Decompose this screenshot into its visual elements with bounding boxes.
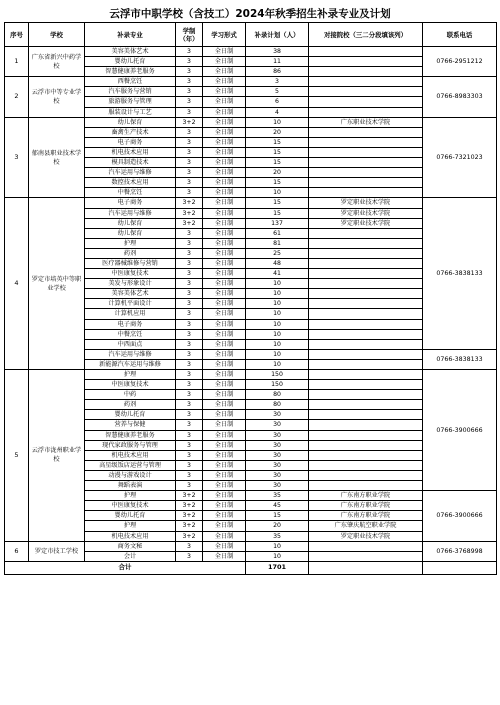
cell-partner xyxy=(309,390,423,400)
cell-plan: 61 xyxy=(246,228,309,238)
cell-mode: 全日制 xyxy=(203,329,246,339)
cell-major: 护理 xyxy=(85,491,176,501)
cell-mode: 全日制 xyxy=(203,410,246,420)
table-row xyxy=(5,77,497,87)
cell-mode: 全日制 xyxy=(203,67,246,77)
cell-partner xyxy=(309,440,423,450)
cell-mode: 全日制 xyxy=(203,289,246,299)
cell-mode: 全日制 xyxy=(203,380,246,390)
cell-partner: 广东南方职业学院 xyxy=(309,491,423,501)
cell-years: 3+2 xyxy=(176,511,203,521)
cell-mode: 全日制 xyxy=(203,168,246,178)
cell-mode: 全日制 xyxy=(203,158,246,168)
cell-mode: 全日制 xyxy=(203,470,246,480)
cell-years: 3 xyxy=(176,147,203,157)
cell-mode: 全日制 xyxy=(203,450,246,460)
cell-mode: 全日制 xyxy=(203,349,246,359)
cell-mode: 全日制 xyxy=(203,57,246,67)
cell-partner xyxy=(309,47,423,57)
cell-plan: 20 xyxy=(246,127,309,137)
cell-phone: 0766-3838133 xyxy=(423,349,497,369)
cell-partner xyxy=(309,430,423,440)
cell-years: 3+2 xyxy=(176,491,203,501)
cell-plan: 30 xyxy=(246,410,309,420)
cell-mode: 全日制 xyxy=(203,188,246,198)
cell-plan: 15 xyxy=(246,137,309,147)
cell-mode: 全日制 xyxy=(203,178,246,188)
cell-years: 3 xyxy=(176,481,203,491)
cell-mode: 全日制 xyxy=(203,238,246,248)
cell-years: 3 xyxy=(176,228,203,238)
cell-plan: 41 xyxy=(246,269,309,279)
cell-plan: 10 xyxy=(246,339,309,349)
cell-seq: 3 xyxy=(5,117,29,198)
cell-partner xyxy=(309,380,423,390)
cell-school: 罗定市培英中等职业学校 xyxy=(29,198,85,370)
cell-major: 西餐烹饪 xyxy=(85,77,176,87)
cell-years: 3 xyxy=(176,57,203,67)
cell-major: 中西面点 xyxy=(85,339,176,349)
cell-plan: 30 xyxy=(246,430,309,440)
cell-mode: 全日制 xyxy=(203,117,246,127)
table-body xyxy=(5,47,497,575)
cell-seq: 2 xyxy=(5,77,29,117)
cell-plan: 10 xyxy=(246,359,309,369)
cell-years: 3 xyxy=(176,440,203,450)
cell-plan: 10 xyxy=(246,319,309,329)
cell-school: 广东省新兴中药学校 xyxy=(29,47,85,77)
cell-mode: 全日制 xyxy=(203,359,246,369)
cell-major: 中医康复技术 xyxy=(85,501,176,511)
cell-major: 数控技术应用 xyxy=(85,178,176,188)
cell-phone: 0766-3900666 xyxy=(423,370,497,491)
cell-major: 新能源汽车运用与维修 xyxy=(85,359,176,369)
header-phone: 联系电话 xyxy=(423,23,497,47)
cell-partner xyxy=(309,67,423,77)
cell-plan: 11 xyxy=(246,57,309,67)
cell-partner xyxy=(309,248,423,258)
cell-mode: 全日制 xyxy=(203,370,246,380)
cell-plan: 80 xyxy=(246,400,309,410)
cell-major: 舞蹈表演 xyxy=(85,481,176,491)
cell-major: 药剂 xyxy=(85,248,176,258)
cell-years: 3+2 xyxy=(176,198,203,208)
cell-seq: 1 xyxy=(5,47,29,77)
cell-mode: 全日制 xyxy=(203,97,246,107)
cell-mode: 全日制 xyxy=(203,501,246,511)
cell-plan: 30 xyxy=(246,440,309,450)
table-header-row xyxy=(5,23,497,47)
cell-mode: 全日制 xyxy=(203,481,246,491)
cell-mode: 全日制 xyxy=(203,269,246,279)
cell-years: 3 xyxy=(176,47,203,57)
cell-years: 3 xyxy=(176,178,203,188)
cell-partner xyxy=(309,57,423,67)
table-row xyxy=(5,47,497,57)
cell-plan: 35 xyxy=(246,491,309,501)
cell-major: 服装设计与工艺 xyxy=(85,107,176,117)
cell-major: 商务文秘 xyxy=(85,541,176,551)
cell-major: 中医康复技术 xyxy=(85,269,176,279)
cell-partner xyxy=(309,258,423,268)
cell-years: 3 xyxy=(176,248,203,258)
cell-plan: 10 xyxy=(246,541,309,551)
header-mode: 学习形式 xyxy=(203,23,246,47)
cell-plan: 3 xyxy=(246,77,309,87)
cell-plan: 30 xyxy=(246,470,309,480)
table-row xyxy=(5,117,497,127)
cell-years: 3 xyxy=(176,289,203,299)
cell-years: 3 xyxy=(176,299,203,309)
table-row xyxy=(5,370,497,380)
cell-mode: 全日制 xyxy=(203,420,246,430)
cell-partner xyxy=(309,178,423,188)
cell-years: 3 xyxy=(176,359,203,369)
cell-years: 3 xyxy=(176,339,203,349)
cell-phone: 0766-2951212 xyxy=(423,47,497,77)
cell-plan: 80 xyxy=(246,390,309,400)
cell-years: 3 xyxy=(176,107,203,117)
header-plan: 补录计划（人） xyxy=(246,23,309,47)
cell-plan: 10 xyxy=(246,188,309,198)
cell-partner xyxy=(309,299,423,309)
cell-years: 3 xyxy=(176,269,203,279)
cell-mode: 全日制 xyxy=(203,551,246,561)
cell-phone: 0766-3900666 xyxy=(423,491,497,541)
cell-major: 中餐烹饪 xyxy=(85,329,176,339)
header-years xyxy=(176,23,203,47)
cell-years: 3 xyxy=(176,188,203,198)
cell-plan: 15 xyxy=(246,147,309,157)
cell-partner xyxy=(309,319,423,329)
cell-years: 3 xyxy=(176,400,203,410)
cell-partner xyxy=(309,168,423,178)
cell-partner xyxy=(309,107,423,117)
cell-partner xyxy=(309,541,423,551)
cell-years: 3 xyxy=(176,370,203,380)
cell-years: 3+2 xyxy=(176,531,203,541)
cell-years: 3 xyxy=(176,279,203,289)
cell-partner: 罗定职业技术学院 xyxy=(309,218,423,228)
cell-years: 3+2 xyxy=(176,501,203,511)
cell-mode: 全日制 xyxy=(203,460,246,470)
total-row xyxy=(5,561,497,574)
cell-partner xyxy=(309,289,423,299)
cell-years: 3 xyxy=(176,67,203,77)
cell-major: 会计 xyxy=(85,551,176,561)
total-partner-empty xyxy=(309,561,423,574)
cell-major: 医疗器械维修与营销 xyxy=(85,258,176,268)
cell-partner xyxy=(309,329,423,339)
header-partner: 对接院校（三二分段填该列） xyxy=(309,23,423,47)
cell-mode: 全日制 xyxy=(203,319,246,329)
cell-mode: 全日制 xyxy=(203,208,246,218)
cell-major: 机电技术应用 xyxy=(85,450,176,460)
page-title: 云浮市中职学校（含技工）2024年秋季招生补录专业及计划 xyxy=(109,8,391,20)
cell-years: 3 xyxy=(176,390,203,400)
cell-partner xyxy=(309,269,423,279)
cell-partner xyxy=(309,410,423,420)
cell-years: 3 xyxy=(176,430,203,440)
cell-plan: 10 xyxy=(246,289,309,299)
cell-years: 3 xyxy=(176,238,203,248)
cell-years: 3 xyxy=(176,319,203,329)
cell-major: 护理 xyxy=(85,521,176,531)
cell-mode: 全日制 xyxy=(203,400,246,410)
cell-plan: 30 xyxy=(246,481,309,491)
cell-major: 汽车运用与维修 xyxy=(85,349,176,359)
cell-years: 3 xyxy=(176,127,203,137)
cell-major: 美容美体艺术 xyxy=(85,47,176,57)
cell-plan: 15 xyxy=(246,178,309,188)
cell-mode: 全日制 xyxy=(203,279,246,289)
cell-mode: 全日制 xyxy=(203,511,246,521)
cell-years: 3+2 xyxy=(176,218,203,228)
cell-plan: 30 xyxy=(246,420,309,430)
cell-years: 3 xyxy=(176,410,203,420)
cell-partner xyxy=(309,137,423,147)
cell-plan: 150 xyxy=(246,380,309,390)
cell-major: 中餐烹饪 xyxy=(85,188,176,198)
cell-mode: 全日制 xyxy=(203,107,246,117)
cell-mode: 全日制 xyxy=(203,137,246,147)
cell-plan: 15 xyxy=(246,158,309,168)
cell-mode: 全日制 xyxy=(203,127,246,137)
cell-mode: 全日制 xyxy=(203,218,246,228)
cell-mode: 全日制 xyxy=(203,228,246,238)
cell-plan: 20 xyxy=(246,521,309,531)
cell-mode: 全日制 xyxy=(203,248,246,258)
cell-major: 药剂 xyxy=(85,400,176,410)
total-plan: 1701 xyxy=(246,561,309,574)
cell-partner xyxy=(309,400,423,410)
cell-plan: 15 xyxy=(246,208,309,218)
cell-major: 高星级饭店运营与管理 xyxy=(85,460,176,470)
cell-major: 电子商务 xyxy=(85,137,176,147)
cell-partner xyxy=(309,127,423,137)
cell-years: 3+2 xyxy=(176,521,203,531)
cell-major: 模具制造技术 xyxy=(85,158,176,168)
cell-partner xyxy=(309,370,423,380)
cell-plan: 137 xyxy=(246,218,309,228)
cell-partner xyxy=(309,470,423,480)
cell-mode: 全日制 xyxy=(203,309,246,319)
cell-major: 动漫与游戏设计 xyxy=(85,470,176,480)
cell-major: 机电技术应用 xyxy=(85,531,176,541)
cell-partner xyxy=(309,158,423,168)
cell-partner xyxy=(309,481,423,491)
cell-partner xyxy=(309,460,423,470)
cell-plan: 5 xyxy=(246,87,309,97)
cell-partner: 广东南方职业学院 xyxy=(309,511,423,521)
cell-mode: 全日制 xyxy=(203,299,246,309)
cell-mode: 全日制 xyxy=(203,258,246,268)
cell-years: 3 xyxy=(176,551,203,561)
cell-plan: 10 xyxy=(246,117,309,127)
cell-years: 3 xyxy=(176,380,203,390)
cell-partner xyxy=(309,359,423,369)
cell-partner: 广东肇庆航空职业学院 xyxy=(309,521,423,531)
cell-mode: 全日制 xyxy=(203,491,246,501)
cell-plan: 48 xyxy=(246,258,309,268)
cell-plan: 10 xyxy=(246,279,309,289)
cell-plan: 45 xyxy=(246,501,309,511)
cell-major: 幼儿保育 xyxy=(85,228,176,238)
cell-phone: 0766-3768998 xyxy=(423,541,497,561)
cell-mode: 全日制 xyxy=(203,521,246,531)
cell-years: 3 xyxy=(176,87,203,97)
cell-major: 汽车服务与营销 xyxy=(85,87,176,97)
cell-plan: 81 xyxy=(246,238,309,248)
cell-partner: 罗定职业技术学院 xyxy=(309,208,423,218)
cell-plan: 10 xyxy=(246,309,309,319)
cell-major: 幼儿保育 xyxy=(85,218,176,228)
cell-years: 3+2 xyxy=(176,117,203,127)
cell-major: 现代家政服务与管理 xyxy=(85,440,176,450)
cell-major: 电子商务 xyxy=(85,198,176,208)
cell-major: 美容美体艺术 xyxy=(85,289,176,299)
cell-years: 3+2 xyxy=(176,208,203,218)
cell-years: 3 xyxy=(176,329,203,339)
cell-partner xyxy=(309,349,423,359)
cell-partner xyxy=(309,339,423,349)
cell-major: 婴幼儿托育 xyxy=(85,57,176,67)
cell-partner xyxy=(309,551,423,561)
cell-seq: 6 xyxy=(5,541,29,561)
cell-partner xyxy=(309,450,423,460)
cell-plan: 150 xyxy=(246,370,309,380)
cell-years: 3 xyxy=(176,258,203,268)
cell-years: 3 xyxy=(176,77,203,87)
cell-phone: 0766-3838133 xyxy=(423,198,497,349)
cell-major: 护理 xyxy=(85,370,176,380)
enrollment-table xyxy=(4,22,497,575)
cell-mode: 全日制 xyxy=(203,390,246,400)
cell-years: 3 xyxy=(176,158,203,168)
cell-seq: 4 xyxy=(5,198,29,370)
header-school: 学校 xyxy=(29,23,85,47)
cell-phone: 0766-8983303 xyxy=(423,77,497,117)
cell-major: 计算机应用 xyxy=(85,309,176,319)
cell-years: 3 xyxy=(176,460,203,470)
cell-mode: 全日制 xyxy=(203,440,246,450)
cell-plan: 20 xyxy=(246,168,309,178)
cell-mode: 全日制 xyxy=(203,147,246,157)
cell-plan: 30 xyxy=(246,450,309,460)
total-phone-empty xyxy=(423,561,497,574)
cell-partner xyxy=(309,309,423,319)
table-row xyxy=(5,198,497,208)
cell-plan: 15 xyxy=(246,198,309,208)
cell-plan: 38 xyxy=(246,47,309,57)
cell-school: 云浮市泷州职业学校 xyxy=(29,370,85,542)
cell-major: 智慧健康养老服务 xyxy=(85,67,176,77)
cell-major: 智慧健康养老服务 xyxy=(85,430,176,440)
cell-major: 汽车运用与维修 xyxy=(85,208,176,218)
cell-plan: 35 xyxy=(246,531,309,541)
cell-major: 婴幼儿托育 xyxy=(85,410,176,420)
cell-major: 汽车运用与维修 xyxy=(85,168,176,178)
cell-phone: 0766-7321023 xyxy=(423,117,497,198)
cell-partner xyxy=(309,228,423,238)
cell-mode: 全日制 xyxy=(203,541,246,551)
cell-mode: 全日制 xyxy=(203,77,246,87)
cell-years: 3 xyxy=(176,470,203,480)
cell-plan: 6 xyxy=(246,97,309,107)
cell-plan: 10 xyxy=(246,329,309,339)
table-row xyxy=(5,541,497,551)
cell-mode: 全日制 xyxy=(203,430,246,440)
cell-seq: 5 xyxy=(5,370,29,542)
cell-plan: 10 xyxy=(246,349,309,359)
cell-years: 3 xyxy=(176,97,203,107)
cell-partner xyxy=(309,188,423,198)
cell-years: 3 xyxy=(176,450,203,460)
cell-mode: 全日制 xyxy=(203,531,246,541)
cell-major: 护理 xyxy=(85,238,176,248)
cell-partner xyxy=(309,147,423,157)
cell-partner xyxy=(309,279,423,289)
cell-major: 中医康复技术 xyxy=(85,380,176,390)
cell-major: 计算机平面设计 xyxy=(85,299,176,309)
cell-partner xyxy=(309,97,423,107)
cell-years: 3 xyxy=(176,137,203,147)
cell-plan: 10 xyxy=(246,299,309,309)
cell-major: 畜禽生产技术 xyxy=(85,127,176,137)
cell-years: 3 xyxy=(176,349,203,359)
cell-years: 3 xyxy=(176,168,203,178)
cell-mode: 全日制 xyxy=(203,87,246,97)
cell-major: 幼儿保育 xyxy=(85,117,176,127)
cell-school: 罗定市技工学校 xyxy=(29,541,85,561)
header-years-text: 学制 （年） xyxy=(179,26,199,43)
header-major: 补录专业 xyxy=(85,23,176,47)
cell-partner: 广东南方职业学院 xyxy=(309,501,423,511)
cell-partner xyxy=(309,238,423,248)
cell-major: 婴幼儿托育 xyxy=(85,511,176,521)
cell-partner: 罗定职业技术学院 xyxy=(309,198,423,208)
cell-years: 3 xyxy=(176,541,203,551)
cell-mode: 全日制 xyxy=(203,198,246,208)
cell-plan: 86 xyxy=(246,67,309,77)
cell-plan: 10 xyxy=(246,551,309,561)
cell-mode: 全日制 xyxy=(203,47,246,57)
cell-major: 电子商务 xyxy=(85,319,176,329)
cell-partner xyxy=(309,87,423,97)
cell-school: 郁南县职业技术学校 xyxy=(29,117,85,198)
cell-partner: 广东职业技术学院 xyxy=(309,117,423,127)
cell-plan: 4 xyxy=(246,107,309,117)
cell-major: 美发与形象设计 xyxy=(85,279,176,289)
cell-major: 营养与保健 xyxy=(85,420,176,430)
cell-major: 中药 xyxy=(85,390,176,400)
cell-years: 3 xyxy=(176,420,203,430)
cell-years: 3 xyxy=(176,309,203,319)
cell-plan: 30 xyxy=(246,460,309,470)
cell-plan: 15 xyxy=(246,511,309,521)
cell-partner: 罗定职业技术学院 xyxy=(309,531,423,541)
cell-plan: 25 xyxy=(246,248,309,258)
cell-partner xyxy=(309,420,423,430)
cell-partner xyxy=(309,77,423,87)
header-seq: 序号 xyxy=(5,23,29,47)
cell-mode: 全日制 xyxy=(203,339,246,349)
cell-school: 云浮市中等专业学校 xyxy=(29,77,85,117)
cell-major: 机电技术应用 xyxy=(85,147,176,157)
cell-major: 旅游服务与管理 xyxy=(85,97,176,107)
total-label: 合计 xyxy=(5,561,246,574)
